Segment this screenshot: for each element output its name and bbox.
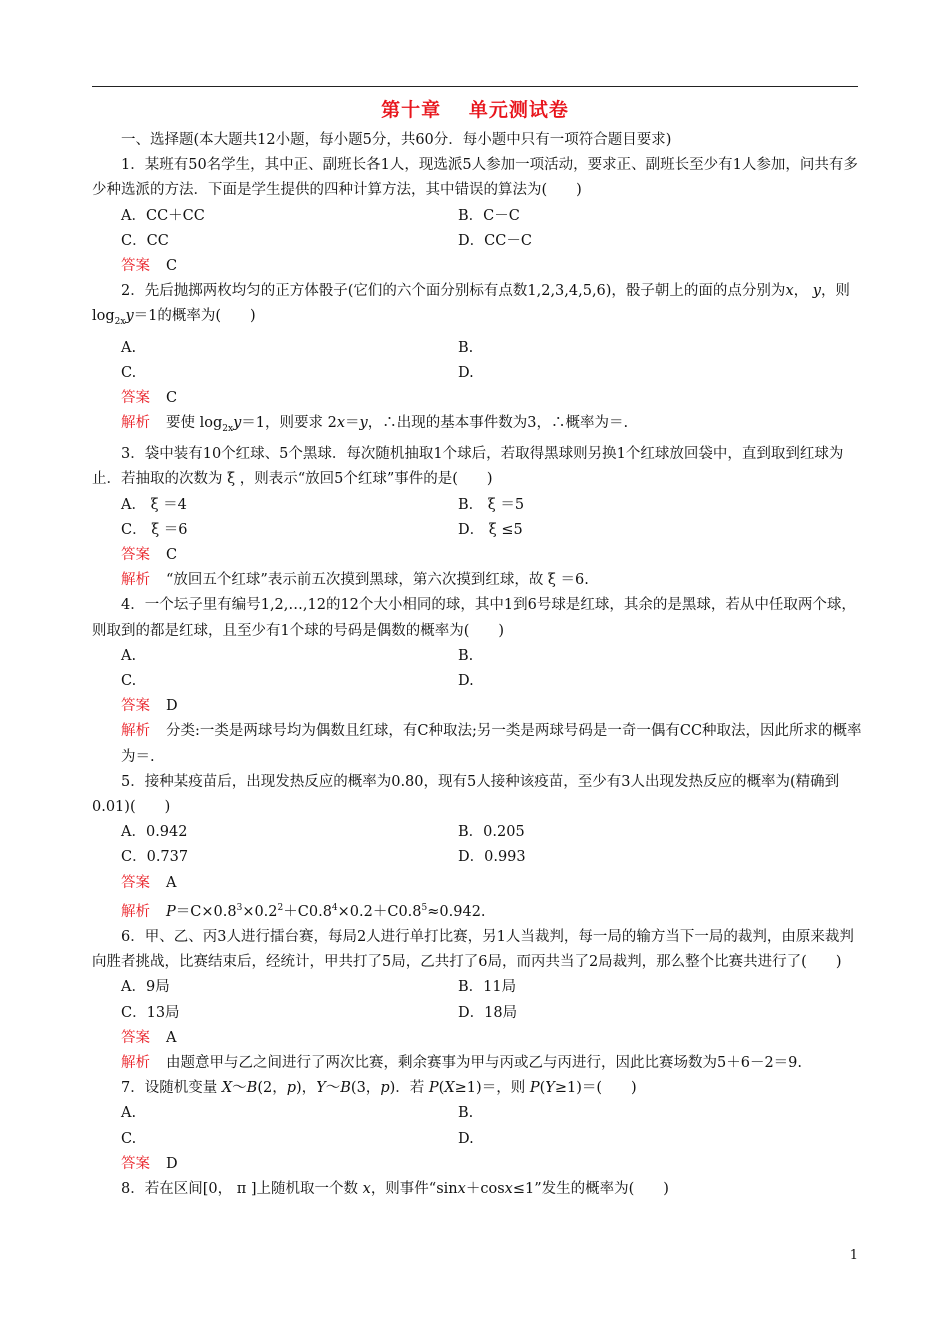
chapter-label: 第十章 <box>381 99 442 121</box>
stem-text: ，则 log <box>92 283 850 325</box>
explanation-label: 解析 <box>121 415 150 432</box>
var-y: Y <box>545 1080 555 1097</box>
log-base: 2x <box>222 424 234 435</box>
header-rule <box>92 86 858 87</box>
explanation-text: 分类:一类是两球号均为偶数且红球，有C种取法;另一类是两球号码是一奇一偶有CC种取法，因此所求的概率为＝. <box>121 723 862 765</box>
option-d: D．CC－C <box>458 232 532 249</box>
question-1-options-row-2 <box>92 229 862 254</box>
page-title <box>0 95 950 122</box>
question-4-answer <box>92 694 862 719</box>
question-6-options-row-2 <box>92 1001 862 1026</box>
answer-label: 答案 <box>121 698 150 715</box>
option-b: B．11局 <box>458 979 517 996</box>
exponent: 2 <box>277 902 284 913</box>
var-p: P <box>166 903 176 920</box>
explanation-label: 解析 <box>121 572 150 589</box>
stem-text: ≥1)＝( ) <box>554 1080 637 1097</box>
question-8-stem <box>92 1177 862 1202</box>
explanation-label: 解析 <box>121 1054 150 1071</box>
question-2-options-row-2 <box>92 361 862 386</box>
question-5-options-row-1 <box>92 820 862 845</box>
option-d: D. <box>458 364 474 381</box>
answer-label: 答案 <box>121 389 150 406</box>
question-6-stem: 6．甲、乙、丙3人进行擂台赛，每局2人进行单打比赛，另1人当裁判，每一局的输方当下一局的裁判，由原来裁判向胜者挑战，比赛结束后，经统计，甲共打了5局，乙共打了6局，而丙共当了2局裁判，那么整个比赛共进行了( ) <box>92 928 854 971</box>
var-x: x <box>336 415 346 432</box>
question-5-stem: 5．接种某疫苗后，出现发热反应的概率为0.80，现有5人接种该疫苗，至少有3人出现发热反应的概率为(精确到0.01)( ) <box>92 773 840 816</box>
section-heading: 一、选择题(本大题共12小题，每小题5分，共60分．每小题中只有一项符合题目要求) <box>121 132 672 148</box>
question-4-options-row-1 <box>92 644 862 669</box>
test-name: 单元测试卷 <box>468 99 569 121</box>
question-6-answer <box>92 1026 862 1051</box>
var-x: x <box>457 1180 466 1197</box>
paren: ( <box>539 1080 546 1097</box>
exponent: 3 <box>236 902 243 913</box>
option-a: A. <box>121 647 137 664</box>
answer-label: 答案 <box>121 1029 150 1046</box>
exp-text: ，∴出现的基本事件数为3，∴概率为＝. <box>367 415 629 432</box>
option-c: C. <box>121 1130 137 1147</box>
exp-text: ＝1，则要求 2 <box>241 415 337 432</box>
question-3-options-row-1 <box>92 493 862 518</box>
exp-text: ＝ <box>345 415 360 432</box>
option-c: C. <box>121 364 137 381</box>
paren: ( <box>438 1080 445 1097</box>
answer-label: 答案 <box>121 547 150 564</box>
exp-text: ＝C×0.8 <box>175 903 237 920</box>
option-d: D．0.993 <box>458 849 526 866</box>
var-y: y <box>233 415 242 432</box>
stem-text: 7．设随机变量 <box>121 1080 218 1097</box>
question-1-options-row-1 <box>92 204 862 229</box>
option-d: D．18局 <box>458 1004 518 1021</box>
stem-text: ＋cos <box>465 1180 505 1197</box>
answer-label: 答案 <box>121 874 150 891</box>
stem-text: 2．先后抛掷两枚均匀的正方体骰子(它们的六个面分别标有点数1,2,3,4,5,6)，骰子朝上的面的点分别为 <box>121 283 786 300</box>
option-b: B. <box>458 1105 474 1122</box>
question-3-stem: 3．袋中装有10个红球、5个黑球．每次随机抽取1个球后，若取得黑球则另换1个红球放回袋中，直到取到红球为止．若抽取的次数为 ξ ，则表示“放回5个红球”事件的是( ) <box>92 446 844 488</box>
option-d: D． ξ ≤5 <box>458 521 523 538</box>
question-2-answer <box>92 386 862 411</box>
option-a: A. <box>121 1105 137 1122</box>
option-c: C．0.737 <box>121 849 189 866</box>
exponent: 5 <box>421 902 428 913</box>
question-3-explanation <box>92 568 862 593</box>
exp-text: 要使 log <box>166 415 223 432</box>
stem-text: ≥1)＝，则 <box>454 1080 526 1097</box>
question-5-answer <box>92 871 862 896</box>
question-4-stem: 4．一个坛子里有编号1,2,…,12的12个大小相同的球，其中1到6号球是红球，其余的是黑球，若从中任取两个球，则取到的都是红球，且至少有1个球的号码是偶数的概率为( ) <box>92 597 856 639</box>
question-5-explanation <box>92 896 862 925</box>
var-p: P <box>428 1080 439 1097</box>
var-x: x <box>362 1180 371 1197</box>
stem-text: )．若 <box>389 1080 425 1097</box>
stem-text: )， <box>296 1080 317 1097</box>
exponent: 4 <box>331 902 338 913</box>
option-c: C．CC <box>121 232 169 249</box>
question-3-options-row-2 <box>92 518 862 543</box>
answer-value: A <box>166 1029 177 1046</box>
option-b: B．0.205 <box>458 824 525 841</box>
question-7-options-row-2 <box>92 1127 862 1152</box>
exp-text: ＋C0.8 <box>283 903 332 920</box>
option-d: D. <box>458 673 474 690</box>
var-b: B <box>340 1080 351 1097</box>
explanation-label: 解析 <box>121 903 150 920</box>
option-d: D. <box>458 1130 474 1147</box>
option-a: A．9局 <box>121 979 170 996</box>
question-3-answer <box>92 543 862 568</box>
stem-text: ～ <box>232 1080 247 1097</box>
var-b: B <box>246 1080 258 1097</box>
question-4-options-row-2 <box>92 669 862 694</box>
option-a: A． ξ ＝4 <box>121 496 187 513</box>
question-2-options-row-1 <box>92 336 862 361</box>
option-b: B. <box>458 339 474 356</box>
answer-value: A <box>166 874 177 891</box>
option-b: B． ξ ＝5 <box>458 496 525 513</box>
question-7-options-row-1 <box>92 1101 862 1126</box>
document-body <box>92 128 862 1202</box>
exp-text: ×0.2＋C0.8 <box>337 903 422 920</box>
answer-value: C <box>166 389 178 406</box>
exp-text: ≈0.942. <box>427 903 486 920</box>
answer-value: D <box>166 698 178 715</box>
option-a: A．0.942 <box>121 824 188 841</box>
option-c: C．13局 <box>121 1004 180 1021</box>
question-4-explanation <box>92 719 862 769</box>
answer-label: 答案 <box>121 1155 150 1172</box>
question-7-stem <box>92 1076 862 1101</box>
var-x: x <box>785 283 794 300</box>
exp-text: ×0.2 <box>242 903 278 920</box>
explanation-text: “放回五个红球”表示前五次摸到黑球，第六次摸到红球，故 ξ ＝6. <box>166 572 589 589</box>
question-5-options-row-2 <box>92 845 862 870</box>
answer-value: C <box>166 547 178 564</box>
var-p: p <box>286 1080 297 1097</box>
option-a: A. <box>121 339 137 356</box>
answer-value: C <box>166 258 178 275</box>
question-2-explanation <box>92 411 862 442</box>
option-c: C． ξ ＝6 <box>121 521 188 538</box>
var-x: x <box>504 1180 513 1197</box>
var-y: y <box>125 308 134 325</box>
explanation-text: 由题意甲与乙之间进行了两次比赛，剩余赛事为甲与丙或乙与丙进行，因此比赛场数为5＋6－2＝9. <box>166 1054 803 1071</box>
var-x: X <box>221 1080 233 1097</box>
question-6-options-row-1 <box>92 975 862 1000</box>
stem-text: ～ <box>325 1080 341 1097</box>
var-p: p <box>380 1080 390 1097</box>
var-x: X <box>444 1080 455 1097</box>
explanation-label: 解析 <box>121 723 150 740</box>
stem-text: ＝1的概率为( ) <box>133 308 256 325</box>
answer-value: D <box>166 1155 178 1172</box>
var-y: y <box>812 283 821 300</box>
question-7-answer <box>92 1152 862 1177</box>
question-1-answer <box>92 254 862 279</box>
option-b: B．C－C <box>458 207 520 224</box>
stem-text: (2， <box>257 1080 287 1097</box>
option-c: C. <box>121 673 137 690</box>
answer-label: 答案 <box>121 258 150 275</box>
var-y: y <box>359 415 368 432</box>
stem-text: 8．若在区间[0， π ]上随机取一个数 <box>121 1180 359 1197</box>
option-a: A．CC＋CC <box>121 207 205 224</box>
question-6-explanation <box>92 1051 862 1076</box>
var-y: Y <box>316 1080 326 1097</box>
log-base: 2x <box>114 317 126 328</box>
stem-text: ，则事件“sin <box>370 1180 458 1197</box>
option-b: B. <box>458 647 474 664</box>
question-2-stem: 2．先后抛掷两枚均匀的正方体骰子(它们的六个面分别标有点数1,2,3,4,5,6)，骰子朝上的面的点分别为x， y，则 $\log_{2x}y=1$的概率为( ) <box>92 283 850 328</box>
stem-text: ≤1”发生的概率为( ) <box>512 1180 669 1197</box>
page-number: 1 <box>849 1248 858 1263</box>
stem-text: (3， <box>350 1080 381 1097</box>
var-p: P <box>529 1080 540 1097</box>
question-1-stem: 1．某班有50名学生，其中正、副班长各1人，现选派5人参加一项活动，要求正、副班长至少有1人参加，问共有多少种选派的方法．下面是学生提供的四种计算方法，其中错误的算法为( ) <box>92 157 858 199</box>
